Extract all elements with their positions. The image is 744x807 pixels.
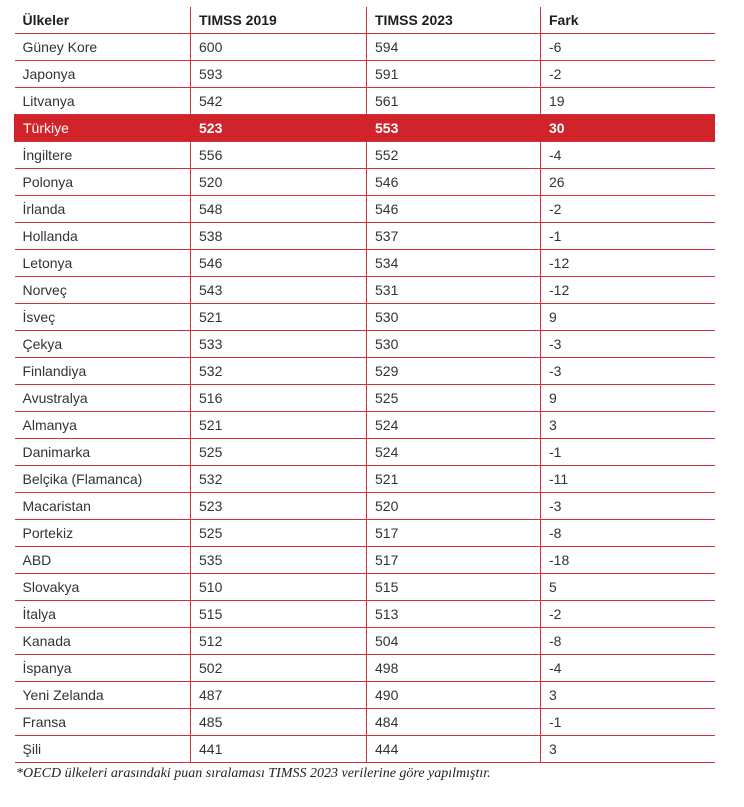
cell-difference: 9	[541, 385, 715, 412]
cell-difference: -2	[541, 196, 715, 223]
cell-timss-2019: 516	[191, 385, 367, 412]
cell-timss-2019: 548	[191, 196, 367, 223]
cell-timss-2019: 533	[191, 331, 367, 358]
cell-country: Türkiye	[15, 115, 191, 142]
cell-country: İspanya	[15, 655, 191, 682]
cell-difference: -12	[541, 277, 715, 304]
table-row	[15, 196, 715, 223]
cell-difference: 3	[541, 736, 715, 763]
cell-country: Norveç	[15, 277, 191, 304]
cell-difference: -1	[541, 223, 715, 250]
cell-timss-2019: 487	[191, 682, 367, 709]
cell-difference: 5	[541, 574, 715, 601]
cell-country: İngiltere	[15, 142, 191, 169]
cell-country: Macaristan	[15, 493, 191, 520]
cell-timss-2019: 510	[191, 574, 367, 601]
footnote: *OECD ülkeleri arasındaki puan sıralaması TIMSS 2023 verilerine göre yapılmıştır.	[16, 766, 491, 781]
table-row	[15, 88, 715, 115]
cell-timss-2023: 552	[367, 142, 541, 169]
cell-timss-2019: 512	[191, 628, 367, 655]
cell-timss-2023: 591	[367, 61, 541, 88]
table-row	[15, 304, 715, 331]
cell-country: İrlanda	[15, 196, 191, 223]
table-row-highlighted	[15, 115, 715, 142]
cell-timss-2019: 538	[191, 223, 367, 250]
cell-timss-2019: 532	[191, 466, 367, 493]
cell-timss-2019: 441	[191, 736, 367, 763]
table-row	[15, 628, 715, 655]
cell-timss-2019: 521	[191, 412, 367, 439]
cell-timss-2023: 444	[367, 736, 541, 763]
cell-timss-2019: 525	[191, 439, 367, 466]
timss-comparison-table	[14, 7, 715, 763]
cell-timss-2019: 520	[191, 169, 367, 196]
cell-timss-2019: 523	[191, 115, 367, 142]
cell-difference: -2	[541, 601, 715, 628]
cell-difference: -1	[541, 709, 715, 736]
table-header-row	[15, 7, 715, 34]
cell-country: Polonya	[15, 169, 191, 196]
cell-difference: -3	[541, 493, 715, 520]
cell-timss-2023: 515	[367, 574, 541, 601]
cell-difference: -18	[541, 547, 715, 574]
header-countries: Ülkeler	[15, 7, 191, 34]
cell-difference: -12	[541, 250, 715, 277]
cell-country: Hollanda	[15, 223, 191, 250]
table-row	[15, 250, 715, 277]
cell-country: Fransa	[15, 709, 191, 736]
table-row	[15, 169, 715, 196]
cell-country: Letonya	[15, 250, 191, 277]
cell-timss-2023: 524	[367, 412, 541, 439]
cell-country: İtalya	[15, 601, 191, 628]
cell-country: Danimarka	[15, 439, 191, 466]
table-row	[15, 520, 715, 547]
table-row	[15, 655, 715, 682]
timss-table-container	[14, 7, 714, 763]
table-row	[15, 439, 715, 466]
cell-difference: 19	[541, 88, 715, 115]
table-row	[15, 601, 715, 628]
cell-country: Finlandiya	[15, 358, 191, 385]
cell-timss-2019: 542	[191, 88, 367, 115]
cell-country: Şili	[15, 736, 191, 763]
cell-timss-2023: 534	[367, 250, 541, 277]
cell-timss-2019: 600	[191, 34, 367, 61]
table-row	[15, 493, 715, 520]
cell-difference: 26	[541, 169, 715, 196]
cell-timss-2019: 521	[191, 304, 367, 331]
cell-timss-2023: 524	[367, 439, 541, 466]
cell-timss-2023: 521	[367, 466, 541, 493]
cell-timss-2019: 525	[191, 520, 367, 547]
table-row	[15, 142, 715, 169]
cell-difference: -4	[541, 655, 715, 682]
cell-timss-2023: 513	[367, 601, 541, 628]
cell-difference: -1	[541, 439, 715, 466]
cell-timss-2023: 594	[367, 34, 541, 61]
table-row	[15, 466, 715, 493]
table-row	[15, 736, 715, 763]
header-difference: Fark	[541, 7, 715, 34]
cell-country: Almanya	[15, 412, 191, 439]
header-timss-2023: TIMSS 2023	[367, 7, 541, 34]
cell-country: İsveç	[15, 304, 191, 331]
cell-timss-2023: 546	[367, 196, 541, 223]
cell-timss-2019: 485	[191, 709, 367, 736]
cell-country: Çekya	[15, 331, 191, 358]
cell-timss-2023: 490	[367, 682, 541, 709]
table-row	[15, 574, 715, 601]
table-row	[15, 412, 715, 439]
cell-timss-2023: 537	[367, 223, 541, 250]
table-row	[15, 547, 715, 574]
table-row	[15, 34, 715, 61]
cell-timss-2023: 553	[367, 115, 541, 142]
table-body	[15, 34, 715, 763]
table-row	[15, 358, 715, 385]
cell-timss-2023: 525	[367, 385, 541, 412]
cell-timss-2019: 556	[191, 142, 367, 169]
cell-country: Kanada	[15, 628, 191, 655]
cell-difference: -6	[541, 34, 715, 61]
cell-timss-2023: 530	[367, 304, 541, 331]
cell-country: Belçika (Flamanca)	[15, 466, 191, 493]
cell-timss-2023: 531	[367, 277, 541, 304]
table-row	[15, 682, 715, 709]
cell-country: Avustralya	[15, 385, 191, 412]
cell-timss-2019: 532	[191, 358, 367, 385]
cell-timss-2019: 515	[191, 601, 367, 628]
cell-timss-2019: 523	[191, 493, 367, 520]
cell-timss-2023: 529	[367, 358, 541, 385]
cell-timss-2023: 517	[367, 520, 541, 547]
cell-country: Slovakya	[15, 574, 191, 601]
table-row	[15, 277, 715, 304]
cell-country: Portekiz	[15, 520, 191, 547]
cell-timss-2023: 498	[367, 655, 541, 682]
table-row	[15, 331, 715, 358]
cell-timss-2019: 535	[191, 547, 367, 574]
cell-difference: -3	[541, 331, 715, 358]
cell-difference: 3	[541, 682, 715, 709]
cell-difference: -4	[541, 142, 715, 169]
cell-country: Japonya	[15, 61, 191, 88]
cell-difference: -8	[541, 628, 715, 655]
cell-country: Litvanya	[15, 88, 191, 115]
cell-timss-2019: 502	[191, 655, 367, 682]
cell-difference: 3	[541, 412, 715, 439]
cell-timss-2023: 546	[367, 169, 541, 196]
table-row	[15, 385, 715, 412]
header-timss-2019: TIMSS 2019	[191, 7, 367, 34]
cell-country: ABD	[15, 547, 191, 574]
cell-timss-2023: 530	[367, 331, 541, 358]
cell-timss-2023: 517	[367, 547, 541, 574]
cell-difference: 9	[541, 304, 715, 331]
table-row	[15, 223, 715, 250]
cell-timss-2023: 504	[367, 628, 541, 655]
cell-difference: 30	[541, 115, 715, 142]
cell-difference: -3	[541, 358, 715, 385]
cell-country: Güney Kore	[15, 34, 191, 61]
cell-timss-2023: 484	[367, 709, 541, 736]
cell-timss-2019: 543	[191, 277, 367, 304]
cell-timss-2023: 561	[367, 88, 541, 115]
table-row	[15, 61, 715, 88]
cell-difference: -11	[541, 466, 715, 493]
cell-difference: -2	[541, 61, 715, 88]
cell-timss-2023: 520	[367, 493, 541, 520]
table-row	[15, 709, 715, 736]
cell-timss-2019: 593	[191, 61, 367, 88]
cell-country: Yeni Zelanda	[15, 682, 191, 709]
cell-difference: -8	[541, 520, 715, 547]
cell-timss-2019: 546	[191, 250, 367, 277]
